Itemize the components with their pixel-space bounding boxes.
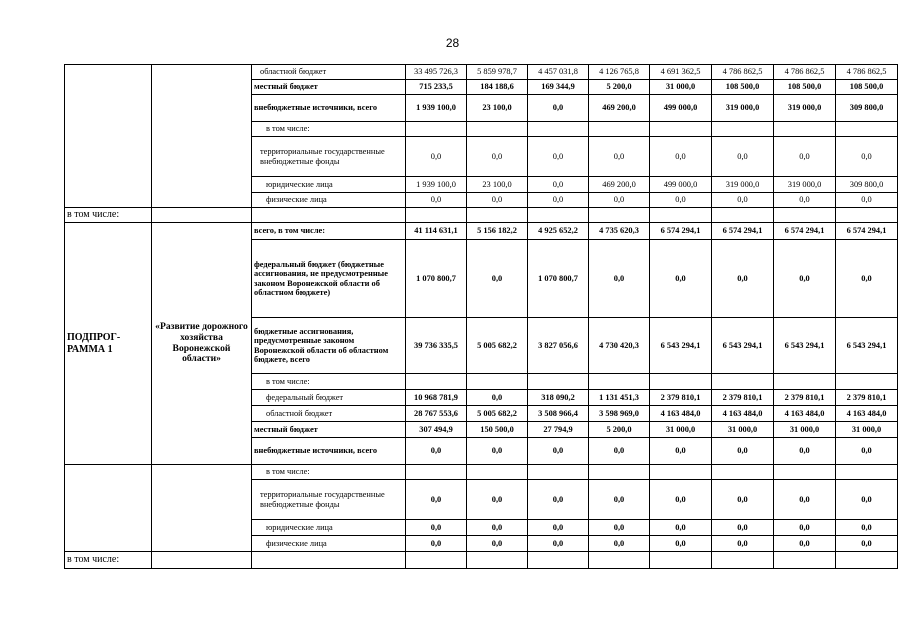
value-cell: 318 090,2: [528, 390, 589, 406]
value-cell: 469 200,0: [589, 177, 650, 193]
value-cell: 0,0: [712, 193, 774, 208]
value-cell: 309 800,0: [836, 177, 898, 193]
source-label: в том числе:: [252, 122, 406, 137]
value-cell: 0,0: [467, 480, 528, 520]
value-cell: 4 786 862,5: [712, 65, 774, 80]
value-cell: 4 163 484,0: [712, 406, 774, 422]
value-cell: 4 735 620,3: [589, 223, 650, 240]
source-label: юридические лица: [252, 177, 406, 193]
value-cell: 4 730 420,3: [589, 318, 650, 374]
value-cell: 4 457 031,8: [528, 65, 589, 80]
source-label: в том числе:: [252, 374, 406, 390]
value-cell: 307 494,9: [406, 422, 467, 438]
value-cell: 0,0: [589, 520, 650, 536]
source-label: физические лица: [252, 536, 406, 552]
table-row: [65, 65, 898, 80]
value-cell: 28 767 553,6: [406, 406, 467, 422]
value-cell: 0,0: [774, 536, 836, 552]
value-cell: 0,0: [589, 536, 650, 552]
value-cell: 31 000,0: [650, 422, 712, 438]
value-cell: 1 070 800,7: [528, 240, 589, 318]
budget-table: [64, 64, 898, 569]
value-cell: 0,0: [467, 536, 528, 552]
value-cell: 169 344,9: [528, 80, 589, 95]
value-cell: 0,0: [712, 520, 774, 536]
value-cell: 0,0: [774, 137, 836, 177]
value-cell: 0,0: [406, 193, 467, 208]
value-cell: 0,0: [528, 480, 589, 520]
value-cell: 1 131 451,3: [589, 390, 650, 406]
value-cell: 5 200,0: [589, 422, 650, 438]
value-cell: 0,0: [836, 480, 898, 520]
value-cell: 0,0: [589, 438, 650, 465]
source-label: местный бюджет: [252, 80, 406, 95]
value-cell: 4 163 484,0: [836, 406, 898, 422]
source-label: внебюджетные источники, всего: [252, 438, 406, 465]
value-cell: 0,0: [836, 137, 898, 177]
source-label: в том числе:: [252, 465, 406, 480]
value-cell: 0,0: [467, 137, 528, 177]
value-cell: 0,0: [712, 536, 774, 552]
value-cell: 0,0: [467, 520, 528, 536]
value-cell: 0,0: [650, 536, 712, 552]
value-cell: 0,0: [528, 137, 589, 177]
value-cell: 499 000,0: [650, 177, 712, 193]
value-cell: 0,0: [712, 240, 774, 318]
value-cell: 0,0: [774, 480, 836, 520]
program-cell-empty: [65, 65, 152, 208]
value-cell: 4 126 765,8: [589, 65, 650, 80]
value-cell: 0,0: [774, 520, 836, 536]
value-cell: 2 379 810,1: [650, 390, 712, 406]
value-cell: 1 070 800,7: [406, 240, 467, 318]
value-cell: 0,0: [774, 193, 836, 208]
value-cell: 6 574 294,1: [712, 223, 774, 240]
value-cell: 0,0: [589, 240, 650, 318]
value-cell: 33 495 726,3: [406, 65, 467, 80]
value-cell: 0,0: [406, 480, 467, 520]
value-cell: 108 500,0: [712, 80, 774, 95]
value-cell: 5 005 682,2: [467, 318, 528, 374]
value-cell: 0,0: [406, 520, 467, 536]
value-cell: 4 691 362,5: [650, 65, 712, 80]
value-cell: 4 786 862,5: [836, 65, 898, 80]
source-label: юридические лица: [252, 520, 406, 536]
value-cell: 0,0: [528, 520, 589, 536]
value-cell: 319 000,0: [712, 177, 774, 193]
value-cell: 0,0: [406, 438, 467, 465]
value-cell: 23 100,0: [467, 95, 528, 122]
value-cell: 715 233,5: [406, 80, 467, 95]
subprogram-title: «Развитие дорожного хозяйства Воронежской области»: [152, 223, 252, 465]
source-label: областной бюджет: [252, 406, 406, 422]
value-cell: 184 188,6: [467, 80, 528, 95]
value-cell: 0,0: [836, 240, 898, 318]
value-cell: 4 163 484,0: [650, 406, 712, 422]
table-row: [65, 223, 898, 240]
value-cell: 0,0: [836, 520, 898, 536]
value-cell: 31 000,0: [712, 422, 774, 438]
value-cell: 0,0: [650, 438, 712, 465]
value-cell: 0,0: [650, 480, 712, 520]
value-cell: 1 939 100,0: [406, 177, 467, 193]
value-cell: 319 000,0: [774, 95, 836, 122]
value-cell: 0,0: [589, 480, 650, 520]
value-cell: 0,0: [528, 193, 589, 208]
value-cell: 0,0: [406, 536, 467, 552]
value-cell: 0,0: [528, 536, 589, 552]
value-cell: 4 786 862,5: [774, 65, 836, 80]
title-cell-empty: [152, 65, 252, 208]
value-cell: 23 100,0: [467, 177, 528, 193]
value-cell: 1 939 100,0: [406, 95, 467, 122]
value-cell: 0,0: [650, 240, 712, 318]
value-cell: 0,0: [712, 137, 774, 177]
value-cell: 499 000,0: [650, 95, 712, 122]
source-label: областной бюджет: [252, 65, 406, 80]
value-cell: 27 794,9: [528, 422, 589, 438]
value-cell: 3 598 969,0: [589, 406, 650, 422]
value-cell: 0,0: [467, 390, 528, 406]
page-number: 28: [445, 36, 460, 50]
value-cell: 309 800,0: [836, 95, 898, 122]
value-cell: 0,0: [774, 438, 836, 465]
value-cell: 0,0: [836, 193, 898, 208]
value-cell: 0,0: [528, 177, 589, 193]
subprogram-name: ПОДПРОГ-РАММА 1: [65, 223, 152, 465]
source-label: федеральный бюджет: [252, 390, 406, 406]
value-cell: 0,0: [528, 95, 589, 122]
value-cell: 39 736 335,5: [406, 318, 467, 374]
value-cell: 6 543 294,1: [774, 318, 836, 374]
separator-label: в том числе:: [65, 208, 152, 223]
value-cell: 0,0: [712, 480, 774, 520]
value-cell: 31 000,0: [774, 422, 836, 438]
value-cell: 0,0: [650, 137, 712, 177]
value-cell: 108 500,0: [774, 80, 836, 95]
value-cell: 2 379 810,1: [774, 390, 836, 406]
source-label: физические лица: [252, 193, 406, 208]
value-cell: 469 200,0: [589, 95, 650, 122]
source-label: территориальные государственные внебюджетные фонды: [252, 480, 406, 520]
value-cell: 4 925 652,2: [528, 223, 589, 240]
value-cell: 5 005 682,2: [467, 406, 528, 422]
value-cell: 0,0: [589, 193, 650, 208]
value-cell: 6 543 294,1: [650, 318, 712, 374]
value-cell: 6 574 294,1: [836, 223, 898, 240]
value-cell: 6 543 294,1: [712, 318, 774, 374]
value-cell: 10 968 781,9: [406, 390, 467, 406]
value-cell: 5 859 978,7: [467, 65, 528, 80]
value-cell: 31 000,0: [836, 422, 898, 438]
value-cell: 31 000,0: [650, 80, 712, 95]
source-label: бюджетные ассигнования, предусмотренные законом Воронежской области об областном бюджете, всего: [252, 318, 406, 374]
value-cell: 4 163 484,0: [774, 406, 836, 422]
value-cell: 6 574 294,1: [774, 223, 836, 240]
source-label: всего, в том числе:: [252, 223, 406, 240]
source-label: внебюджетные источники, всего: [252, 95, 406, 122]
footer-label: в том числе:: [65, 552, 152, 569]
value-cell: 0,0: [467, 438, 528, 465]
value-cell: 0,0: [589, 137, 650, 177]
value-cell: 5 200,0: [589, 80, 650, 95]
table-row: [65, 465, 898, 480]
value-cell: 3 508 966,4: [528, 406, 589, 422]
value-cell: 0,0: [712, 438, 774, 465]
value-cell: 150 500,0: [467, 422, 528, 438]
value-cell: 319 000,0: [774, 177, 836, 193]
value-cell: 6 574 294,1: [650, 223, 712, 240]
value-cell: 108 500,0: [836, 80, 898, 95]
value-cell: 0,0: [774, 240, 836, 318]
value-cell: 0,0: [467, 193, 528, 208]
value-cell: 5 156 182,2: [467, 223, 528, 240]
value-cell: 0,0: [406, 137, 467, 177]
value-cell: 0,0: [836, 438, 898, 465]
table-row: [65, 552, 898, 569]
source-label: местный бюджет: [252, 422, 406, 438]
value-cell: 0,0: [836, 536, 898, 552]
value-cell: 6 543 294,1: [836, 318, 898, 374]
value-cell: 2 379 810,1: [712, 390, 774, 406]
source-label: территориальные государственные внебюджетные фонды: [252, 137, 406, 177]
table-row: [65, 208, 898, 223]
value-cell: 3 827 056,6: [528, 318, 589, 374]
value-cell: 41 114 631,1: [406, 223, 467, 240]
source-label: федеральный бюджет (бюджетные ассигнования, не предусмотренные законом Воронежской области об областном бюджете): [252, 240, 406, 318]
value-cell: 2 379 810,1: [836, 390, 898, 406]
value-cell: 319 000,0: [712, 95, 774, 122]
value-cell: 0,0: [467, 240, 528, 318]
value-cell: 0,0: [528, 438, 589, 465]
value-cell: 0,0: [650, 193, 712, 208]
value-cell: 0,0: [650, 520, 712, 536]
